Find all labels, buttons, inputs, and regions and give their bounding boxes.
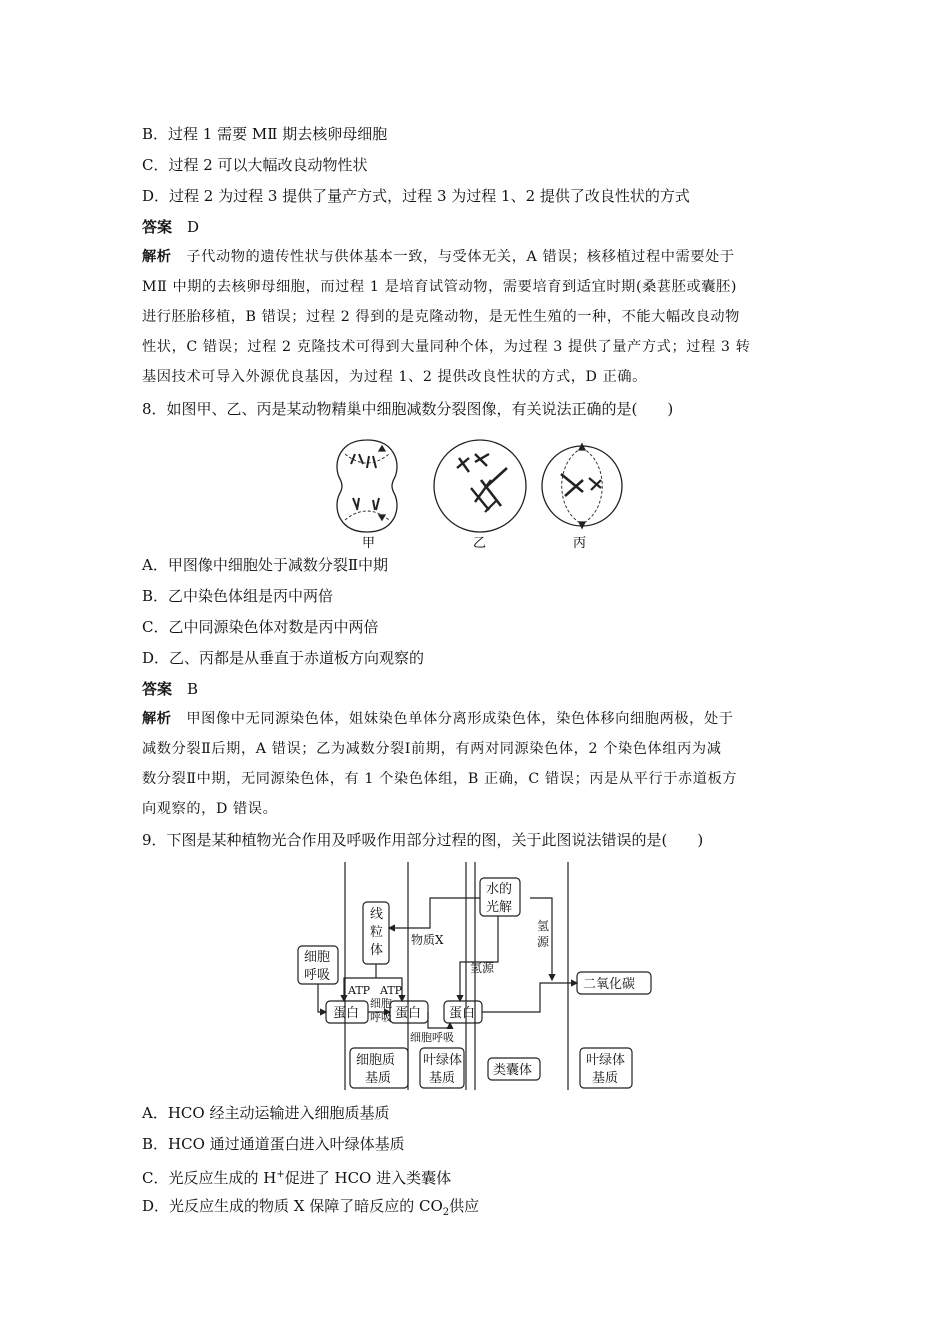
stroma-label: 叶绿体 xyxy=(423,1053,463,1068)
protein-label: 蛋白 xyxy=(333,1006,360,1021)
cell-resp-small-label: 细胞 xyxy=(370,997,392,1010)
protein-label: 蛋白 xyxy=(449,1006,476,1021)
cell-bing xyxy=(542,444,622,528)
label-bing: 丙 xyxy=(573,536,587,551)
cell-jia xyxy=(337,440,397,532)
hydrogen-source-2-label: 氢源 xyxy=(470,961,495,975)
answer-label: 答案 xyxy=(142,680,173,698)
svg-text:呼吸: 呼吸 xyxy=(370,1011,392,1024)
atp-label: ATP xyxy=(348,984,371,997)
q9-stem: 9．下图是某种植物光合作用及呼吸作用部分过程的图，关于此图说法错误的是( ) xyxy=(142,831,704,849)
cell-yi xyxy=(434,440,526,532)
svg-text:粒: 粒 xyxy=(370,925,384,940)
stroma-label: 叶绿体 xyxy=(586,1053,626,1068)
q7-answer xyxy=(142,217,199,237)
q8-analysis-line: 解析 甲图像中无同源染色体，姐妹染色单体分离形成染色体，染色体移向细胞两极，处于 xyxy=(142,711,734,727)
svg-text:体: 体 xyxy=(370,943,384,958)
label-yi: 乙 xyxy=(473,536,487,551)
answer-label: 答案 xyxy=(142,218,173,236)
svg-text:基质: 基质 xyxy=(429,1071,456,1086)
answer-value: B xyxy=(187,680,199,698)
svg-text:源: 源 xyxy=(537,935,550,949)
q7-analysis-line: 基因技术可导入外源优良基因，为过程 1、2 提供改良性状的方式，D 正确。 xyxy=(142,369,647,385)
carbon-dioxide-label: 二氧化碳 xyxy=(583,977,636,992)
q9-option-d: D．光反应生成的物质 X 保障了暗反应的 $CO_2$供应 xyxy=(142,1197,480,1218)
q7-analysis-line: 性状，C 错误；过程 2 克隆技术可得到大量同种个体，为过程 3 提供了量产方式；过程 3 转 xyxy=(142,339,751,355)
water-photolysis-label: 水的 xyxy=(486,882,513,897)
q9-option-c: C．光反应生成的 H+促进了 HCO 进入类囊体 xyxy=(142,1169,452,1187)
q8-analysis-line: 数分裂Ⅱ中期，无同源染色体，有 1 个染色体组，B 正确，C 错误；丙是从平行于赤道板方 xyxy=(142,771,738,787)
q8-option-d: D．乙、丙都是从垂直于赤道板方向观察的 xyxy=(142,649,425,667)
q8-analysis-line: 向观察的，D 错误。 xyxy=(142,801,278,817)
cytoplasm-matrix-label: 细胞质 xyxy=(356,1053,396,1068)
substance-x-label: 物质X xyxy=(411,933,444,947)
q8-answer xyxy=(142,679,198,699)
photosynthesis-diagram xyxy=(290,858,660,1094)
q7-analysis-line: 进行胚胎移植，B 错误；过程 2 得到的是克隆动物，是无性生殖的一种，不能大幅改良动物 xyxy=(142,309,740,325)
hydrogen-source-label: 氢 xyxy=(537,919,550,933)
q8-analysis-line: 减数分裂Ⅱ后期，A 错误；乙为减数分裂Ⅰ前期，有两对同源染色体，2 个染色体组丙为减 xyxy=(142,741,722,757)
meiosis-figure xyxy=(325,432,635,552)
q9-option-b: B．HCO 通过通道蛋白进入叶绿体基质 xyxy=(142,1135,405,1153)
svg-text:光解: 光解 xyxy=(486,900,513,915)
cell-resp-bottom-label: 细胞呼吸 xyxy=(410,1031,454,1044)
q7-analysis-line: MⅡ 中期的去核卵母细胞，而过程 1 是培育试管动物，需要培育到适宜时期(桑葚胚或囊胚) xyxy=(142,279,737,295)
q8-option-c: C．乙中同源染色体对数是丙中两倍 xyxy=(142,618,379,636)
svg-text:基质: 基质 xyxy=(592,1071,619,1086)
svg-text:基质: 基质 xyxy=(365,1071,392,1086)
mitochondria-label: 线 xyxy=(370,907,384,922)
analysis-label: 解析 xyxy=(142,249,172,265)
q8-option-a: A．甲图像中细胞处于减数分裂Ⅱ中期 xyxy=(142,556,389,574)
answer-value: D xyxy=(187,218,200,236)
q7-option-c: C．过程 2 可以大幅改良动物性状 xyxy=(142,156,368,174)
q7-analysis-line: 解析 子代动物的遗传性状与供体基本一致，与受体无关，A 错误；核移植过程中需要处于 xyxy=(142,249,735,265)
q7-option-b: B．过程 1 需要 MⅡ 期去核卵母细胞 xyxy=(142,125,388,143)
thylakoid-label: 类囊体 xyxy=(493,1063,533,1078)
cell-respiration-label: 细胞 xyxy=(304,950,331,965)
q7-option-d: D．过程 2 为过程 3 提供了量产方式，过程 3 为过程 1、2 提供了改良性状的方式 xyxy=(142,187,690,205)
label-jia: 甲 xyxy=(362,536,376,551)
atp-label: ATP xyxy=(380,984,403,997)
svg-text:呼吸: 呼吸 xyxy=(304,968,331,983)
analysis-label: 解析 xyxy=(142,711,172,727)
q8-option-b: B．乙中染色体组是丙中两倍 xyxy=(142,587,334,605)
protein-label: 蛋白 xyxy=(395,1006,422,1021)
q8-stem: 8．如图甲、乙、丙是某动物精巢中细胞减数分裂图像，有关说法正确的是( ) xyxy=(142,400,674,418)
q9-option-a: A．HCO 经主动运输进入细胞质基质 xyxy=(142,1104,390,1122)
